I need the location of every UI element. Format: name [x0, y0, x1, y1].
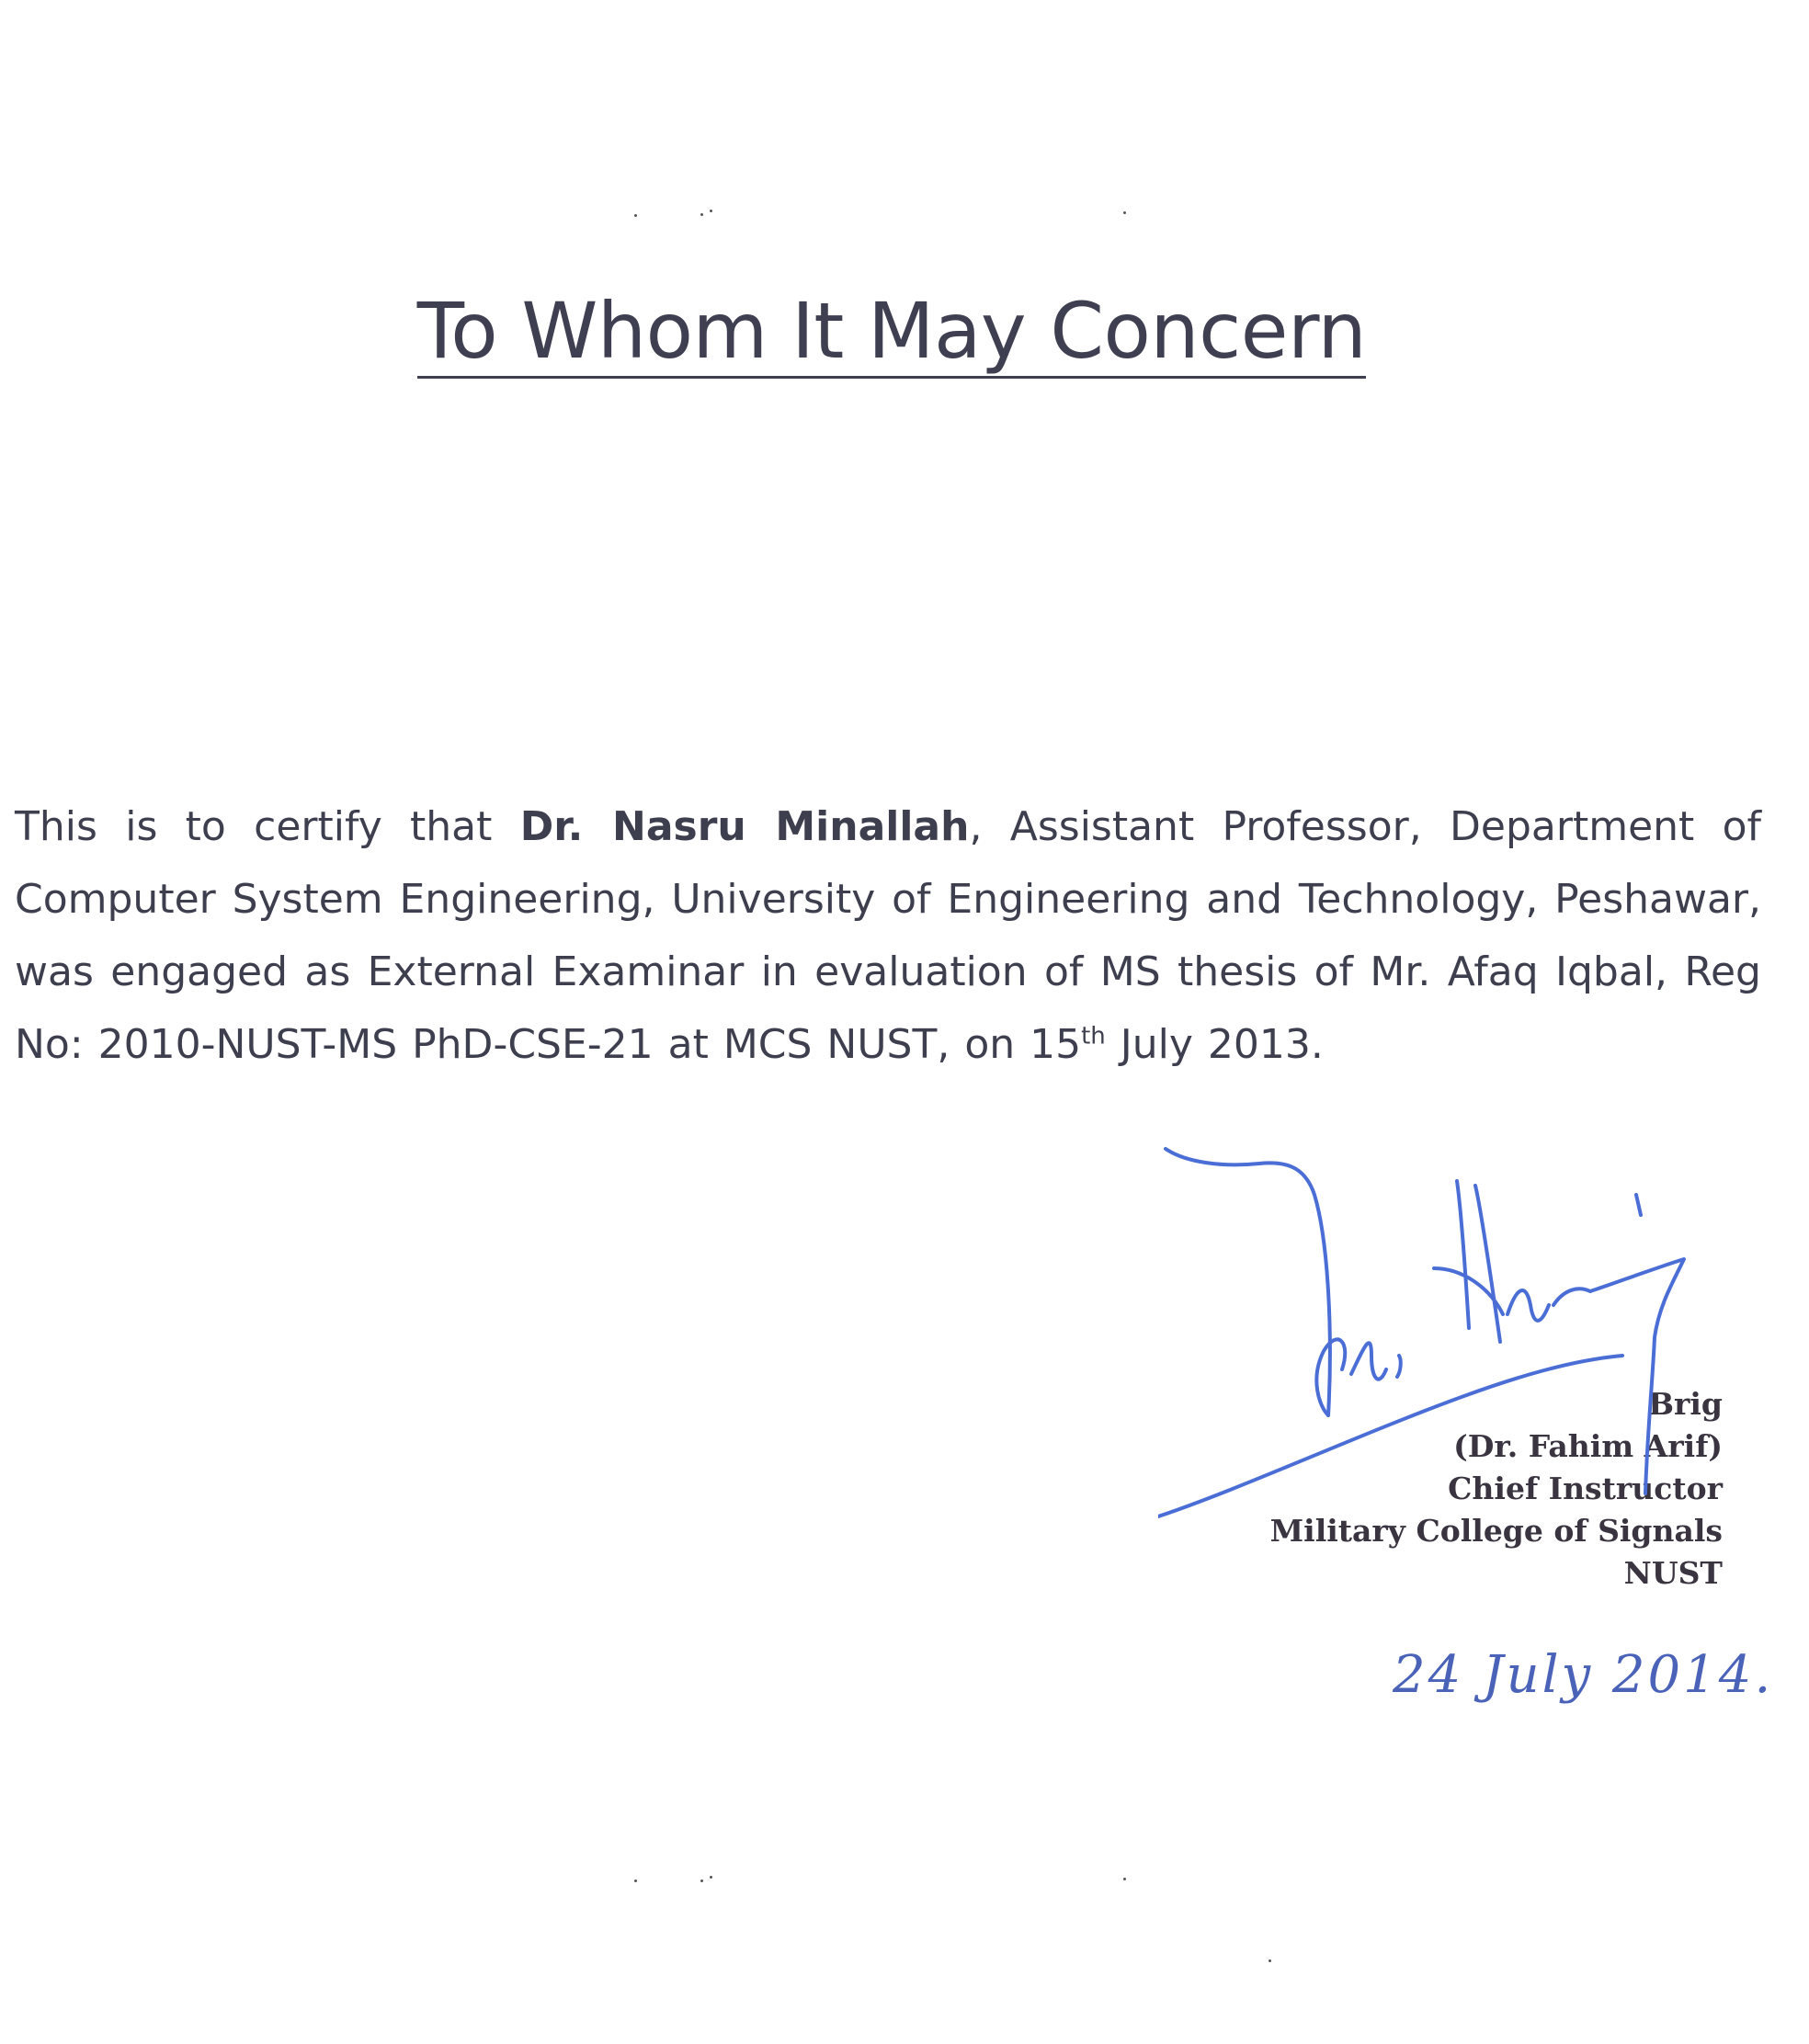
- body-text-intro: This is to certify that: [15, 803, 520, 850]
- scan-speck: [634, 214, 637, 217]
- scan-speck: [1269, 1959, 1271, 1962]
- scan-speck: [710, 1876, 712, 1879]
- body-text-main: , Assistant Professor, Department of Computer System Engineering, University of Engineering and Technology, Peshawar, was engaged as External Examinar in evaluation of MS thesis of Mr. Afaq Iqbal, Reg No: 2010-NUST-MS PhD-CSE-21 at MCS NUST, on 15: [15, 803, 1761, 1068]
- scan-speck: [1123, 211, 1126, 214]
- handwritten-signature: [1158, 1130, 1765, 1562]
- handwritten-date: 24 July 2014.: [1393, 1645, 1774, 1705]
- ordinal-suffix: th: [1081, 1022, 1106, 1050]
- scan-speck: [634, 1879, 637, 1882]
- certificate-body: [15, 790, 1761, 1081]
- scan-speck: [700, 1879, 703, 1882]
- scan-speck: [700, 213, 703, 216]
- stamp-name: (Dr. Fahim Arif): [1453, 1428, 1723, 1464]
- examiner-name: Dr. Nasru Minallah: [519, 803, 970, 850]
- stamp-designation: Chief Instructor: [1448, 1471, 1723, 1506]
- stamp-university: NUST: [1623, 1555, 1723, 1591]
- stamp-institution: Military College of Signals: [1269, 1513, 1723, 1549]
- stamp-rank: Brig: [1648, 1386, 1723, 1422]
- scan-speck: [710, 210, 712, 212]
- scan-speck: [1123, 1878, 1126, 1880]
- page-title: [0, 283, 1783, 379]
- body-text-end: July 2013.: [1105, 1021, 1324, 1068]
- page-title-text: To Whom It May Concern: [417, 286, 1367, 379]
